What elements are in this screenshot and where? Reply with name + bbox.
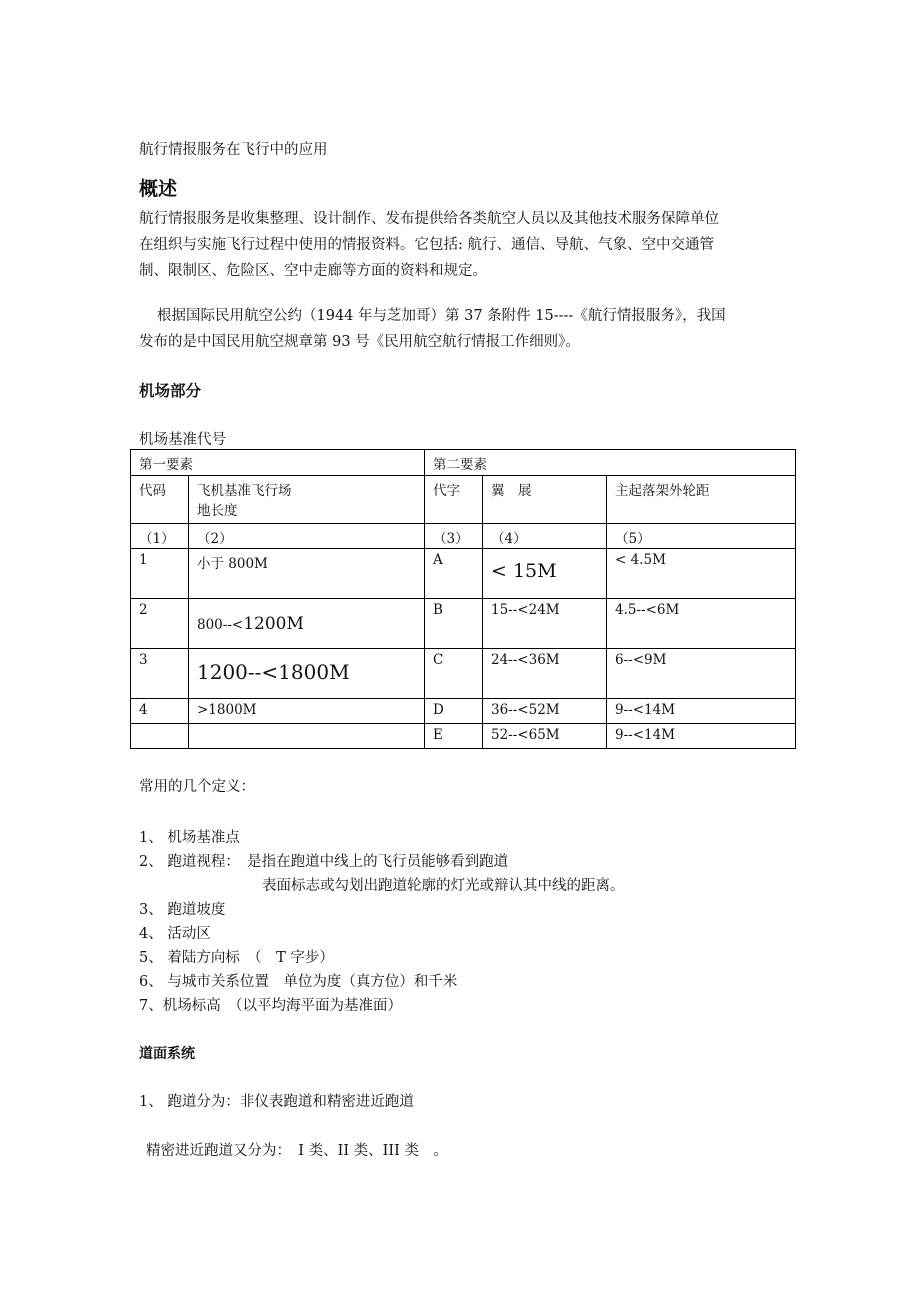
table-row <box>131 549 796 599</box>
table-row <box>131 724 796 749</box>
cell-wingspan: 52--<65M <box>483 724 607 749</box>
pavement-heading: 道面系统 <box>139 1046 195 1062</box>
cell-wingspan: 24--<36M <box>483 649 607 699</box>
cell-code: 3 <box>131 649 189 699</box>
definition-item: 6、 与城市关系位置 单位为度（真方位）和千米 <box>139 974 458 990</box>
cell-length-prefix: 800--< <box>197 617 244 633</box>
cell-wingspan-value: < 15M <box>491 560 557 582</box>
pavement-subitem: 精密进近跑道又分为： I 类、II 类、III 类 。 <box>146 1143 448 1159</box>
cell-letter: C <box>425 649 483 699</box>
cell-code: 1 <box>131 549 189 599</box>
cell-length-value: 1200--<1800M <box>197 660 350 684</box>
cell-wingspan: 36--<52M <box>483 699 607 724</box>
header-field-length <box>189 476 425 524</box>
table-group-header-row <box>131 450 796 476</box>
cell-length <box>189 724 425 749</box>
definition-item: 2、 跑道视程： 是指在跑道中线上的飞行员能够看到跑道 <box>139 854 509 870</box>
paragraph-line: 在组织与实施飞行过程中使用的情报资料。它包括: 航行、通信、导航、气象、空中交通管 <box>139 237 714 253</box>
definition-item: 3、 跑道坡度 <box>139 902 226 918</box>
header-wingspan: 翼 展 <box>483 476 607 524</box>
header-main-gear-span: 主起落架外轮距 <box>607 476 796 524</box>
cell-gear-span: 6--<9M <box>607 649 796 699</box>
overview-heading: 概述 <box>139 178 178 200</box>
definition-item-continuation: 表面标志或勾划出跑道轮廓的灯光或辩认其中线的距离。 <box>262 878 625 894</box>
overview-paragraph-2 <box>139 303 799 355</box>
document-title: 航行情报服务在飞行中的应用 <box>139 142 328 158</box>
column-number: （2） <box>189 524 425 549</box>
cell-length: >1800M <box>189 699 425 724</box>
cell-code <box>131 724 189 749</box>
cell-length <box>189 599 425 649</box>
definition-item: 1、 机场基准点 <box>139 830 240 846</box>
header-letter: 代字 <box>425 476 483 524</box>
table-column-header-row <box>131 476 796 524</box>
table-row <box>131 599 796 649</box>
definition-item: 7、机场标高 （以平均海平面为基准面） <box>139 998 402 1014</box>
table-column-number-row <box>131 524 796 549</box>
group-first-element: 第一要素 <box>131 450 425 476</box>
group-second-element: 第二要素 <box>425 450 796 476</box>
cell-gear-span: 9--<14M <box>607 699 796 724</box>
cell-letter: A <box>425 549 483 599</box>
definition-item: 5、 着陆方向标 （ T 字步） <box>139 950 334 966</box>
cell-length <box>189 649 425 699</box>
definition-item: 4、 活动区 <box>139 926 211 942</box>
cell-code: 4 <box>131 699 189 724</box>
cell-letter: B <box>425 599 483 649</box>
paragraph-line: 根据国际民用航空公约（1944 年与芝加哥）第 37 条附件 15----《航行情报服务》，我国 <box>157 308 726 324</box>
header-field-length-line: 飞机基准飞行场 <box>197 483 292 499</box>
column-number: （3） <box>425 524 483 549</box>
paragraph-line: 发布的是中国民用航空规章第 93 号《民用航空航行情报工作细则》。 <box>139 334 580 350</box>
pavement-item: 1、 跑道分为：非仪表跑道和精密进近跑道 <box>139 1094 414 1110</box>
column-number: （1） <box>131 524 189 549</box>
cell-letter: D <box>425 699 483 724</box>
overview-paragraph-1 <box>139 206 799 284</box>
paragraph-line: 航行情报服务是收集整理、设计制作、发布提供给各类航空人员以及其他技术服务保障单位 <box>139 211 719 227</box>
cell-length-value: 1200M <box>243 614 304 634</box>
column-number: （4） <box>483 524 607 549</box>
column-number: （5） <box>607 524 796 549</box>
cell-wingspan: 15--<24M <box>483 599 607 649</box>
cell-gear-span: < 4.5M <box>607 549 796 599</box>
table-caption: 机场基准代号 <box>139 432 226 448</box>
airport-reference-code-table <box>130 449 796 749</box>
definitions-title: 常用的几个定义： <box>139 779 255 795</box>
header-field-length-line: 地长度 <box>197 503 238 519</box>
paragraph-line: 制、限制区、危险区、空中走廊等方面的资料和规定。 <box>139 263 487 279</box>
cell-wingspan <box>483 549 607 599</box>
header-code: 代码 <box>131 476 189 524</box>
cell-gear-span: 4.5--<6M <box>607 599 796 649</box>
cell-gear-span: 9--<14M <box>607 724 796 749</box>
cell-code: 2 <box>131 599 189 649</box>
airport-heading: 机场部分 <box>139 382 202 400</box>
table-row <box>131 649 796 699</box>
table-row <box>131 699 796 724</box>
cell-letter: E <box>425 724 483 749</box>
cell-length: 小于 800M <box>189 549 425 599</box>
